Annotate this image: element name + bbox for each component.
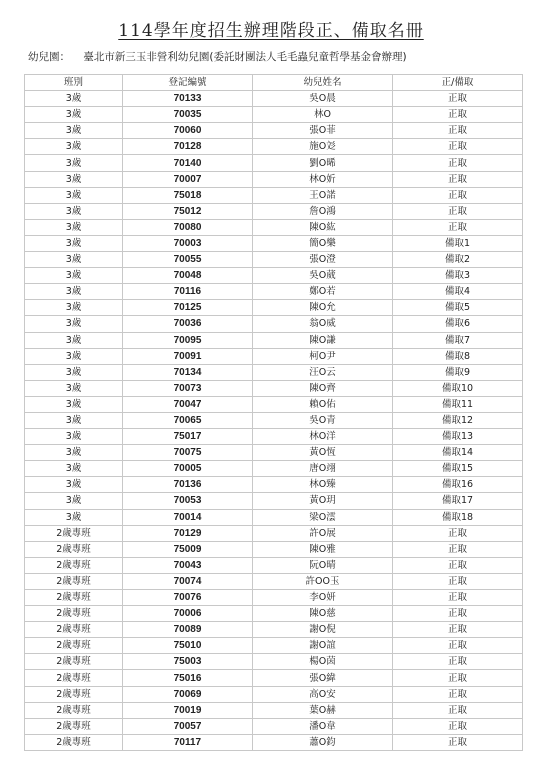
registration-no-cell: 70048 xyxy=(123,268,253,284)
child-name-cell: 梁O澐 xyxy=(253,509,393,525)
child-name-cell: 林O xyxy=(253,107,393,123)
class-cell: 2歲專班 xyxy=(25,734,123,750)
table-row xyxy=(25,509,523,525)
child-name-cell: 黃O恆 xyxy=(253,445,393,461)
table-row xyxy=(25,187,523,203)
table-row xyxy=(25,380,523,396)
class-cell: 3歲 xyxy=(25,332,123,348)
class-cell: 3歲 xyxy=(25,171,123,187)
class-cell: 3歲 xyxy=(25,380,123,396)
class-cell: 3歲 xyxy=(25,123,123,139)
status-cell: 正取 xyxy=(393,155,523,171)
table-row xyxy=(25,91,523,107)
child-name-cell: 潘O韋 xyxy=(253,718,393,734)
class-cell: 3歲 xyxy=(25,187,123,203)
table-row xyxy=(25,332,523,348)
class-cell: 3歲 xyxy=(25,429,123,445)
column-header-child-name: 幼兒姓名 xyxy=(253,75,393,91)
class-cell: 2歲專班 xyxy=(25,606,123,622)
registration-no-cell: 70117 xyxy=(123,734,253,750)
status-cell: 正取 xyxy=(393,686,523,702)
class-cell: 3歲 xyxy=(25,155,123,171)
status-cell: 備取16 xyxy=(393,477,523,493)
child-name-cell: 陳O齊 xyxy=(253,380,393,396)
column-header-class: 班別 xyxy=(25,75,123,91)
status-cell: 正取 xyxy=(393,91,523,107)
status-cell: 備取5 xyxy=(393,300,523,316)
table-row xyxy=(25,284,523,300)
class-cell: 2歲專班 xyxy=(25,525,123,541)
registration-no-cell: 70073 xyxy=(123,380,253,396)
child-name-cell: 許O展 xyxy=(253,525,393,541)
status-cell: 備取18 xyxy=(393,509,523,525)
school-name: 臺北市新三玉非營利幼兒園(委託財團法人毛毛蟲兒童哲學基金會辦理) xyxy=(83,51,407,63)
child-name-cell: 謝O倪 xyxy=(253,622,393,638)
status-cell: 備取2 xyxy=(393,252,523,268)
status-cell: 正取 xyxy=(393,557,523,573)
table-body xyxy=(25,91,523,751)
registration-no-cell: 70006 xyxy=(123,606,253,622)
class-cell: 3歲 xyxy=(25,284,123,300)
status-cell: 正取 xyxy=(393,734,523,750)
child-name-cell: 柯O尹 xyxy=(253,348,393,364)
status-cell: 正取 xyxy=(393,654,523,670)
class-cell: 2歲專班 xyxy=(25,702,123,718)
class-cell: 2歲專班 xyxy=(25,638,123,654)
status-cell: 正取 xyxy=(393,573,523,589)
table-row xyxy=(25,445,523,461)
registration-no-cell: 70091 xyxy=(123,348,253,364)
registration-no-cell: 70036 xyxy=(123,316,253,332)
class-cell: 2歲專班 xyxy=(25,622,123,638)
table-row xyxy=(25,702,523,718)
registration-no-cell: 70134 xyxy=(123,364,253,380)
child-name-cell: 吳O葳 xyxy=(253,268,393,284)
child-name-cell: 陳O雅 xyxy=(253,541,393,557)
child-name-cell: 阮O晴 xyxy=(253,557,393,573)
class-cell: 2歲專班 xyxy=(25,590,123,606)
child-name-cell: 蕭O鈞 xyxy=(253,734,393,750)
class-cell: 3歲 xyxy=(25,300,123,316)
child-name-cell: 唐O翊 xyxy=(253,461,393,477)
status-cell: 備取17 xyxy=(393,493,523,509)
status-cell: 正取 xyxy=(393,203,523,219)
child-name-cell: 施O彣 xyxy=(253,139,393,155)
status-cell: 正取 xyxy=(393,123,523,139)
class-cell: 2歲專班 xyxy=(25,557,123,573)
registration-no-cell: 70057 xyxy=(123,718,253,734)
class-cell: 3歲 xyxy=(25,107,123,123)
table-row xyxy=(25,412,523,428)
table-row xyxy=(25,654,523,670)
registration-no-cell: 75016 xyxy=(123,670,253,686)
status-cell: 正取 xyxy=(393,670,523,686)
table-row xyxy=(25,219,523,235)
class-cell: 2歲專班 xyxy=(25,573,123,589)
child-name-cell: 張O緯 xyxy=(253,670,393,686)
child-name-cell: 楊O茵 xyxy=(253,654,393,670)
status-cell: 備取1 xyxy=(393,235,523,251)
registration-no-cell: 70055 xyxy=(123,252,253,268)
table-row xyxy=(25,252,523,268)
child-name-cell: 吳O青 xyxy=(253,412,393,428)
registration-no-cell: 70035 xyxy=(123,107,253,123)
table-row xyxy=(25,686,523,702)
child-name-cell: 詹O鴻 xyxy=(253,203,393,219)
table-row xyxy=(25,316,523,332)
registration-no-cell: 70060 xyxy=(123,123,253,139)
registration-no-cell: 70074 xyxy=(123,573,253,589)
table-row xyxy=(25,300,523,316)
child-name-cell: 謝O誼 xyxy=(253,638,393,654)
table-row xyxy=(25,638,523,654)
registration-no-cell: 70133 xyxy=(123,91,253,107)
status-cell: 正取 xyxy=(393,606,523,622)
status-cell: 備取3 xyxy=(393,268,523,284)
table-row xyxy=(25,734,523,750)
registration-no-cell: 70136 xyxy=(123,477,253,493)
class-cell: 3歲 xyxy=(25,235,123,251)
registration-no-cell: 70129 xyxy=(123,525,253,541)
child-name-cell: 黃O玥 xyxy=(253,493,393,509)
child-name-cell: 賴O佑 xyxy=(253,396,393,412)
table-row xyxy=(25,590,523,606)
table-row xyxy=(25,364,523,380)
child-name-cell: 林O洋 xyxy=(253,429,393,445)
registration-no-cell: 70007 xyxy=(123,171,253,187)
table-row xyxy=(25,139,523,155)
class-cell: 3歲 xyxy=(25,268,123,284)
registration-no-cell: 75003 xyxy=(123,654,253,670)
registration-no-cell: 70140 xyxy=(123,155,253,171)
class-cell: 3歲 xyxy=(25,252,123,268)
status-cell: 正取 xyxy=(393,139,523,155)
class-cell: 3歲 xyxy=(25,364,123,380)
class-cell: 3歲 xyxy=(25,348,123,364)
status-cell: 正取 xyxy=(393,107,523,123)
class-cell: 2歲專班 xyxy=(25,718,123,734)
column-header-status: 正/備取 xyxy=(393,75,523,91)
table-row xyxy=(25,107,523,123)
registration-no-cell: 70005 xyxy=(123,461,253,477)
registration-no-cell: 70128 xyxy=(123,139,253,155)
child-name-cell: 林O妡 xyxy=(253,171,393,187)
status-cell: 備取4 xyxy=(393,284,523,300)
class-cell: 3歲 xyxy=(25,493,123,509)
table-row xyxy=(25,235,523,251)
registration-no-cell: 70116 xyxy=(123,284,253,300)
registration-no-cell: 75012 xyxy=(123,203,253,219)
table-row xyxy=(25,718,523,734)
child-name-cell: 翁O威 xyxy=(253,316,393,332)
child-name-cell: 林O臻 xyxy=(253,477,393,493)
status-cell: 正取 xyxy=(393,171,523,187)
registration-no-cell: 70053 xyxy=(123,493,253,509)
class-cell: 2歲專班 xyxy=(25,541,123,557)
document-title xyxy=(0,16,542,41)
registration-no-cell: 75017 xyxy=(123,429,253,445)
status-cell: 正取 xyxy=(393,187,523,203)
table-row xyxy=(25,557,523,573)
document-title-text: 114學年度招生辦理階段正、備取名冊 xyxy=(118,21,424,41)
registration-no-cell: 70125 xyxy=(123,300,253,316)
child-name-cell: 陳O紘 xyxy=(253,219,393,235)
table-row xyxy=(25,155,523,171)
status-cell: 正取 xyxy=(393,702,523,718)
table-row xyxy=(25,493,523,509)
class-cell: 3歲 xyxy=(25,477,123,493)
admission-table xyxy=(24,74,523,751)
registration-no-cell: 75010 xyxy=(123,638,253,654)
child-name-cell: 高O安 xyxy=(253,686,393,702)
class-cell: 3歲 xyxy=(25,445,123,461)
school-info xyxy=(28,49,407,64)
table-row xyxy=(25,541,523,557)
class-cell: 3歲 xyxy=(25,203,123,219)
child-name-cell: 吳O晨 xyxy=(253,91,393,107)
class-cell: 2歲專班 xyxy=(25,686,123,702)
child-name-cell: 張O澄 xyxy=(253,252,393,268)
status-cell: 備取6 xyxy=(393,316,523,332)
class-cell: 3歲 xyxy=(25,316,123,332)
status-cell: 備取10 xyxy=(393,380,523,396)
status-cell: 正取 xyxy=(393,622,523,638)
class-cell: 3歲 xyxy=(25,219,123,235)
child-name-cell: 汪O云 xyxy=(253,364,393,380)
class-cell: 3歲 xyxy=(25,509,123,525)
class-cell: 2歲專班 xyxy=(25,654,123,670)
status-cell: 備取15 xyxy=(393,461,523,477)
registration-no-cell: 70075 xyxy=(123,445,253,461)
registration-no-cell: 75018 xyxy=(123,187,253,203)
status-cell: 備取13 xyxy=(393,429,523,445)
child-name-cell: 張O菲 xyxy=(253,123,393,139)
table-row xyxy=(25,268,523,284)
table-header-row xyxy=(25,75,523,91)
status-cell: 正取 xyxy=(393,541,523,557)
column-header-registration-no: 登記編號 xyxy=(123,75,253,91)
table-row xyxy=(25,670,523,686)
child-name-cell: 鄭O若 xyxy=(253,284,393,300)
table-row xyxy=(25,203,523,219)
status-cell: 備取11 xyxy=(393,396,523,412)
table-row xyxy=(25,573,523,589)
status-cell: 正取 xyxy=(393,590,523,606)
table-row xyxy=(25,525,523,541)
registration-no-cell: 70069 xyxy=(123,686,253,702)
registration-no-cell: 70014 xyxy=(123,509,253,525)
registration-no-cell: 70095 xyxy=(123,332,253,348)
status-cell: 正取 xyxy=(393,219,523,235)
child-name-cell: 葉O赫 xyxy=(253,702,393,718)
registration-no-cell: 70076 xyxy=(123,590,253,606)
child-name-cell: 陳O慈 xyxy=(253,606,393,622)
child-name-cell: 陳O謙 xyxy=(253,332,393,348)
table-row xyxy=(25,429,523,445)
table-row xyxy=(25,396,523,412)
class-cell: 3歲 xyxy=(25,412,123,428)
child-name-cell: 王O諾 xyxy=(253,187,393,203)
class-cell: 3歲 xyxy=(25,396,123,412)
class-cell: 3歲 xyxy=(25,91,123,107)
registration-no-cell: 70089 xyxy=(123,622,253,638)
status-cell: 備取12 xyxy=(393,412,523,428)
table-row xyxy=(25,123,523,139)
status-cell: 備取7 xyxy=(393,332,523,348)
registration-no-cell: 70065 xyxy=(123,412,253,428)
status-cell: 正取 xyxy=(393,638,523,654)
class-cell: 3歲 xyxy=(25,461,123,477)
class-cell: 3歲 xyxy=(25,139,123,155)
table-row xyxy=(25,477,523,493)
child-name-cell: 李O妍 xyxy=(253,590,393,606)
registration-no-cell: 75009 xyxy=(123,541,253,557)
status-cell: 正取 xyxy=(393,525,523,541)
table-row xyxy=(25,461,523,477)
registration-no-cell: 70080 xyxy=(123,219,253,235)
registration-no-cell: 70047 xyxy=(123,396,253,412)
child-name-cell: 簡O樂 xyxy=(253,235,393,251)
registration-no-cell: 70019 xyxy=(123,702,253,718)
school-label: 幼兒園： xyxy=(28,51,70,63)
child-name-cell: 許OO玉 xyxy=(253,573,393,589)
table-row xyxy=(25,606,523,622)
registration-no-cell: 70003 xyxy=(123,235,253,251)
registration-no-cell: 70043 xyxy=(123,557,253,573)
status-cell: 正取 xyxy=(393,718,523,734)
child-name-cell: 陳O允 xyxy=(253,300,393,316)
class-cell: 2歲專班 xyxy=(25,670,123,686)
table-row xyxy=(25,348,523,364)
table-row xyxy=(25,622,523,638)
table-row xyxy=(25,171,523,187)
status-cell: 備取14 xyxy=(393,445,523,461)
status-cell: 備取8 xyxy=(393,348,523,364)
status-cell: 備取9 xyxy=(393,364,523,380)
child-name-cell: 劉O晞 xyxy=(253,155,393,171)
